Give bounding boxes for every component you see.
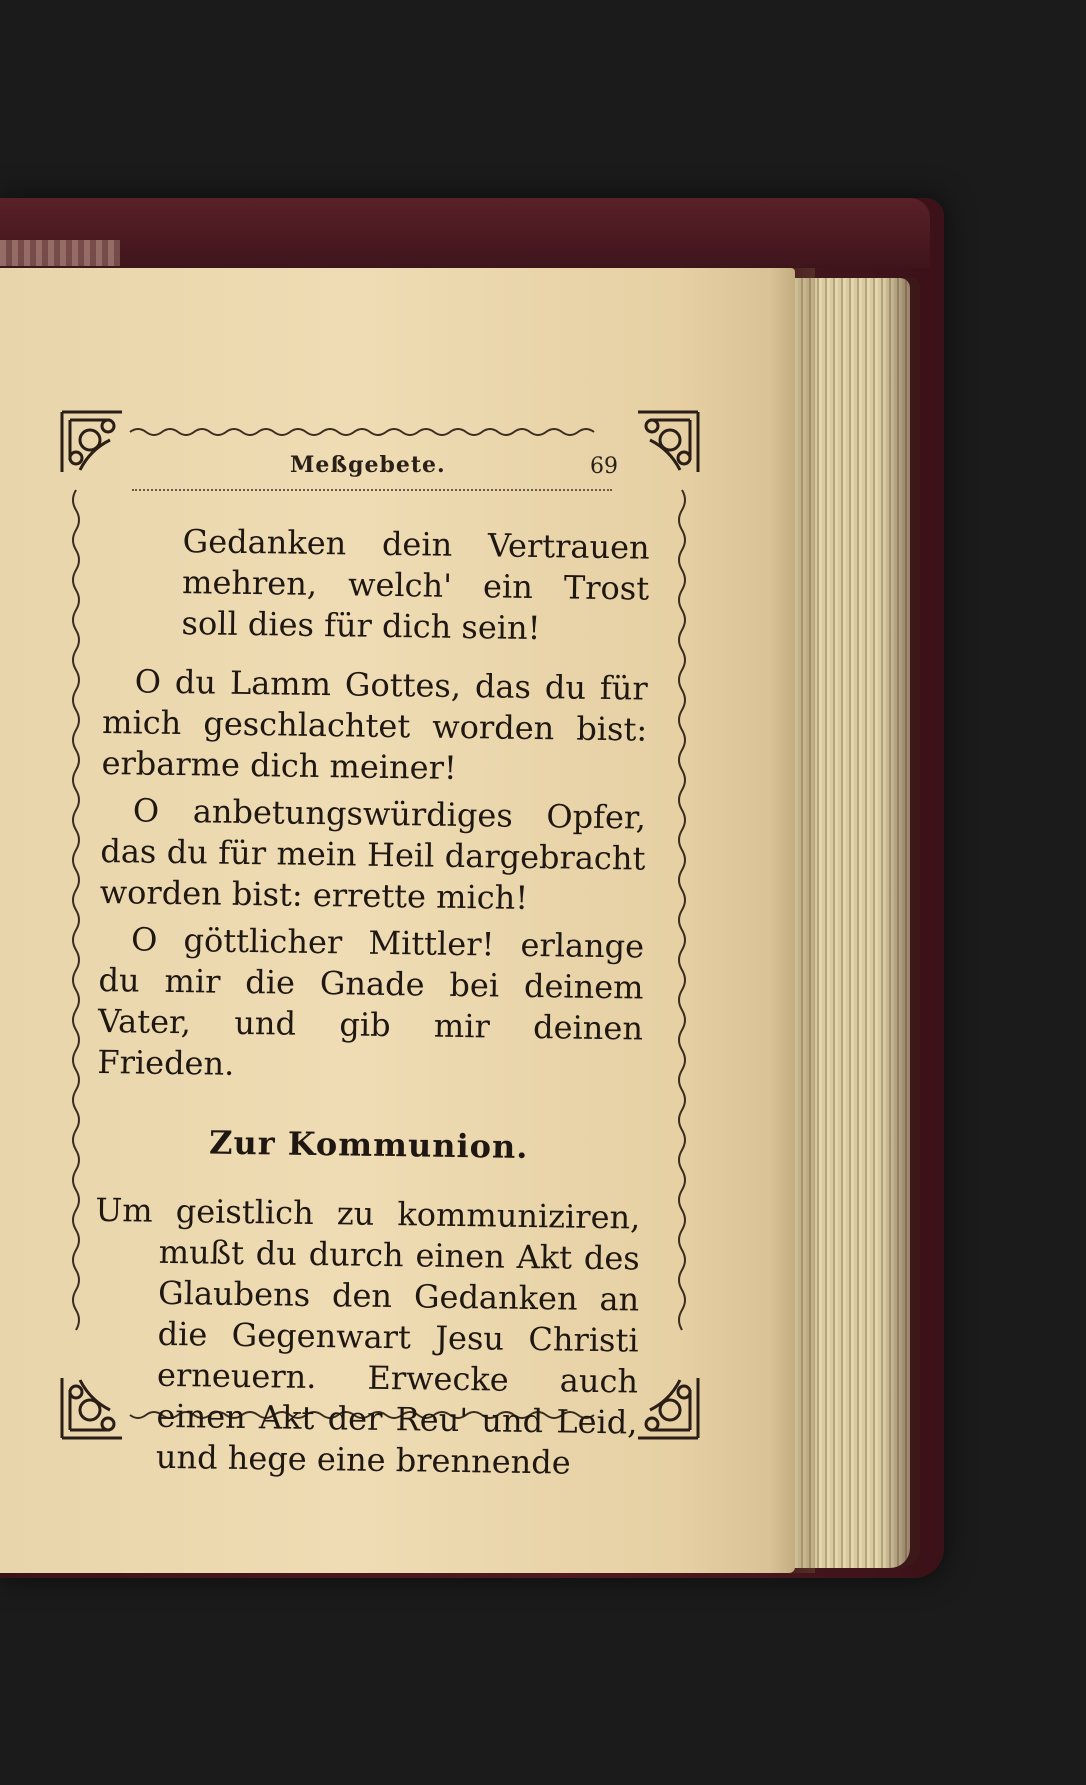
frame-top-wave (130, 429, 594, 435)
frame-left-wave (73, 490, 79, 1330)
header-dotted-rule (132, 489, 612, 491)
section-heading: Zur Kommunion. (208, 1123, 529, 1166)
page-gutter-shadow (770, 268, 815, 1573)
paragraph-continuation: Gedanken dein Vertrauen mehren, welch' ein Trost soll dies für dich sein! (181, 522, 650, 648)
binding-thread (0, 240, 120, 266)
running-header (290, 452, 690, 488)
paragraph-communion: Um geistlich zu kommuniziren, mußt du durch einen Akt des Glaubens den Gedanken an die Gegenwart Jesu Christi erneuern. Erwecke auch einen Akt der Reu' und Leid, und hege eine brennende (95, 1190, 641, 1482)
page-edges-shadow (880, 278, 920, 1568)
book-cover-top-edge (0, 198, 930, 268)
page-body (92, 520, 650, 1485)
corner-ornament-bottom-right (638, 1378, 698, 1438)
frame-right-wave (679, 490, 685, 1330)
corner-ornament-top-left (62, 412, 122, 472)
page-number: 69 (590, 454, 618, 479)
running-title: Meßgebete. (290, 452, 446, 478)
paragraph-mediator: O göttlicher Mittler! erlange du mir die Gnade bei deinem Vater, und gib mir deinen Frieden. (97, 920, 645, 1083)
paragraph-lamb-of-god: O du Lamm Gottes, das du für mich geschlachtet worden bist: erbarme dich meiner! (101, 662, 648, 787)
paragraph-sacrifice: O anbetungswürdiges Opfer, das du für mein Heil dargebracht worden bist: errette mich! (99, 791, 647, 917)
